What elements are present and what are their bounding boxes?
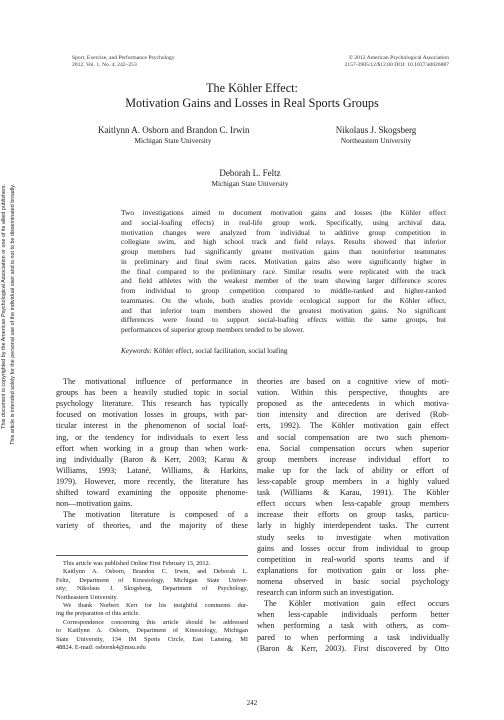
body-line: effort when working in a group than when work- — [56, 443, 248, 453]
footnote-line: to Kaitlynn A. Osborn, Department of Kinesiology, Michigan — [56, 627, 248, 635]
abstract-line: collegiate swim, and high school track and field relays. Results showed that inferior — [121, 237, 446, 247]
footnotes — [56, 560, 248, 652]
body-line: gains and losses occur from individual to group — [257, 543, 449, 553]
body-line: ing, or the tendency for individuals to exert less — [56, 432, 248, 442]
author-name: Kaitlynn A. Osborn and Brandon C. Irwin — [98, 125, 250, 135]
copyright-sidebar — [0, 184, 26, 520]
body-line: and social compensation are two such phenom- — [257, 432, 449, 442]
author-block — [175, 168, 325, 188]
abstract-line: motivation changes were analyzed from individual to additive group competition in — [121, 227, 446, 237]
body-line: erts, 1992). The Köhler motivation gain effect — [257, 421, 449, 431]
body-line: proposed as the antecedents in which motiva- — [257, 399, 449, 409]
body-line: The motivation literature is composed of a — [63, 510, 248, 520]
body-line: 1979). However, more recently, the literature has — [56, 476, 248, 486]
footnote-divider — [56, 555, 248, 556]
body-line: theories are based on a cognitive view of moti- — [257, 377, 449, 386]
abstract-line: in preliminary and final swim races. Motivation gains also were significantly higher in — [121, 256, 446, 266]
journal-issue: 2012, Vol. 1, No. 4, 242–253 — [72, 62, 137, 68]
abstract-line: Two investigations aimed to document motivation gains and losses (the Köhler effect — [121, 208, 446, 217]
author-name: Nikolaus J. Skogsberg — [335, 125, 417, 135]
body-line: study seeks to investigate when motivation — [257, 532, 449, 542]
body-line: focused on motivation losses in groups, with par- — [56, 410, 248, 420]
copyright-header — [345, 55, 449, 69]
footnote-line: State University, 134 IM Sports Circle, East Lansing, MI — [56, 635, 248, 643]
sidebar-line: This document is copyrighted by the American Psychological Association or one of its allied publishers. — [1, 184, 7, 429]
body-line: nomena observed in basic social psychology — [257, 576, 449, 586]
body-line: (Baron & Kerr, 2003). First discovered by Otto — [257, 643, 449, 653]
keywords-label: Keywords: — [121, 347, 152, 355]
body-line: Williams, 1993; Latané, Williams, & Harkins, — [56, 465, 248, 475]
body-line: explanations for motivation gain or loss phe- — [257, 565, 449, 575]
body-line: groups has been a heavily studied topic in social — [56, 388, 248, 398]
abstract-line: teammates. On the whole, both studies provide ecological support for the Köhler effect, — [121, 295, 446, 305]
abstract — [121, 208, 446, 335]
page-number: 242 — [246, 699, 258, 707]
body-column-left — [56, 376, 248, 532]
body-line: effect occurs when less-capable group members — [257, 499, 449, 509]
doi-line: 2157-3905/12/$12.00 DOI: 10.1037/a0026887 — [344, 62, 449, 68]
body-line: shifted toward examining the opposite phenome- — [56, 488, 248, 498]
body-line: non—motivation gains. — [56, 499, 133, 509]
abstract-line: from individual to group competition compared to middle-ranked and higher-ranked — [121, 286, 446, 296]
footnote-line: Feltz, Department of Kinesiology, Michigan State Univer- — [56, 576, 248, 584]
body-line: larly in highly interdependent tasks. The current — [257, 521, 449, 531]
body-line: ena. Social compensation occurs when superior — [257, 443, 449, 453]
abstract-line: and social-loafing effects) in real-life group work. Specifically, using archival data, — [121, 217, 446, 227]
body-line: vation. Within this perspective, thoughts are — [257, 388, 449, 398]
body-line: increase their efforts on group tasks, particu- — [257, 510, 449, 520]
footnote-line: This article was published Online First February 13, 2012. — [63, 560, 211, 567]
author-affiliation: Michigan State University — [211, 179, 289, 188]
keywords-text: Köhler effect, social facilitation, social loafing — [153, 347, 288, 355]
body-line: when performing a task with others, as com- — [257, 621, 449, 631]
abstract-line: the final compared to the preliminary race. Similar results were replicated with the track — [121, 266, 446, 276]
body-line: pared to when performing a task individually — [257, 632, 449, 642]
body-line: ing individually (Baron & Kerr, 2003; Karau & — [56, 454, 248, 464]
footnote-line: sity; Nikolaus J. Skogsberg, Department of Psychology, — [56, 585, 248, 593]
article-title — [0, 81, 504, 110]
abstract-line: group members had significantly greater motivation gains than noninferior teammates — [121, 247, 446, 257]
footnote-line: Correspondence concerning this article should be addressed — [63, 618, 248, 626]
abstract-line: and field athletes with the weakest member of the team showing larger difference scores — [121, 276, 446, 286]
footnote-line: Kaitlynn A. Osborn, Brandon C. Irwin, and Deborah L. — [63, 568, 248, 576]
body-line: competition in real-world sports teams and if — [257, 554, 449, 564]
body-column-right — [257, 376, 449, 654]
body-line: task (Williams & Karau, 1991). The Köhler — [257, 488, 449, 498]
title-line: The Köhler Effect: — [206, 81, 298, 95]
author-name: Deborah L. Feltz — [219, 168, 281, 178]
author-affiliation: Michigan State University — [134, 136, 212, 145]
body-line: group members increase individual effort to — [257, 454, 449, 464]
body-line: less-capable group members in a highly valued — [257, 476, 449, 486]
abstract-line: differences were found to support social-loafing effects within the same groups, but — [121, 315, 446, 325]
footnote-line: 48824. E-mail: osbornk4@msu.edu — [56, 643, 146, 651]
footnote-line: We thank Norbert Kerr for his insightful comments dur- — [63, 601, 248, 609]
author-affiliation: Northeastern University — [340, 136, 412, 145]
body-line: The Köhler motivation gain effect occurs — [264, 599, 449, 609]
author-block — [98, 125, 248, 145]
abstract-line: and that inferior team members showed the greatest motivation gains. No significant — [121, 305, 446, 315]
body-line: psychology literature. This research has typically — [56, 399, 248, 409]
body-line: when less-capable individuals perform better — [257, 610, 449, 620]
body-line: The motivational influence of performance in — [63, 377, 248, 386]
sidebar-line: This article is intended solely for the personal use of the individual user and is not to be disseminated broadly. — [10, 184, 16, 445]
title-line: Motivation Gains and Losses in Real Sports Groups — [125, 95, 379, 110]
body-line: variety of theories, and the majority of these — [56, 521, 248, 531]
body-line: tion intensity and direction are derived (Rob- — [257, 410, 449, 420]
footnote-line: ing the preparation of this article. — [56, 610, 140, 618]
body-line: make up for the lack of ability or effort of — [257, 465, 449, 475]
author-block — [306, 125, 446, 145]
journal-name: Sport, Exercise, and Performance Psychology — [72, 55, 175, 61]
keywords — [121, 347, 287, 356]
body-line: ticular interest in the phenomenon of social loaf- — [56, 421, 248, 431]
abstract-line: performances of superior group members tended to be slower. — [121, 325, 305, 335]
body-line: research can inform such an investigation. — [257, 588, 394, 598]
journal-header — [72, 55, 175, 69]
copyright-line: © 2012 American Psychological Association — [348, 55, 449, 61]
footnote-line: Northeastern University. — [56, 593, 118, 601]
